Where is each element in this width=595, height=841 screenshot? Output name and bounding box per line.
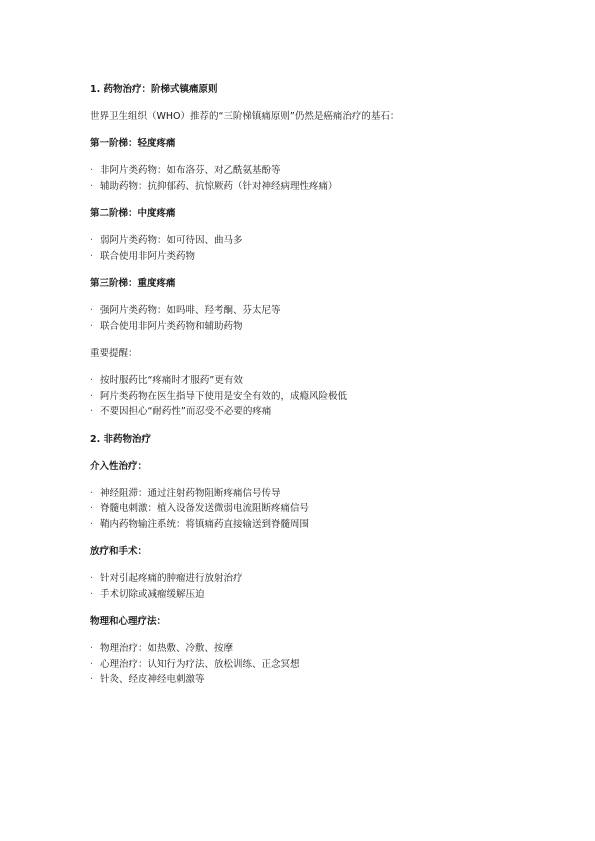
physical-title: 物理和心理疗法： [90, 616, 167, 627]
list-item: · 联合使用非阿片类药物 [90, 249, 560, 265]
list-item: · 阿片类药物在医生指导下使用是安全有效的，成瘾风险极低 [90, 389, 560, 405]
list-item: · 不要因担心“耐药性”而忍受不必要的疼痛 [90, 404, 560, 420]
bullet-icon: · [90, 406, 94, 417]
bullet-icon: · [90, 375, 94, 386]
reminder-title: 重要提醒： [90, 348, 138, 359]
list-item: · 神经阻滞：通过注射药物阻断疼痛信号传导 [90, 486, 560, 502]
interventional-title: 介入性治疗： [90, 460, 148, 472]
bullet-icon: · [90, 250, 94, 262]
step2-title: 第二阶梯：中度疼痛 [90, 208, 176, 219]
bullet-icon: · [90, 235, 94, 246]
bullet-icon: · [90, 643, 94, 654]
step1-list [90, 163, 560, 194]
reminder-list [90, 373, 560, 420]
list-item: · 心理治疗：认知行为疗法、放松训练、正念冥想 [90, 657, 560, 673]
list-item: · 弱阿片类药物：如可待因、曲马多 [90, 233, 560, 249]
bullet-icon: · [90, 487, 94, 499]
list-item: · 鞘内药物输注系统：将镇痛药直接输送到脊髓周围 [90, 517, 560, 533]
radiation-title: 放疗和手术： [90, 546, 148, 557]
step2-list [90, 233, 560, 264]
bullet-icon: · [90, 658, 94, 670]
list-item: · 按时服药比“疼痛时才服药”更有效 [90, 373, 560, 389]
document-page [90, 83, 560, 688]
bullet-icon: · [90, 573, 94, 584]
bullet-icon: · [90, 320, 94, 332]
list-item: · 针灸、经皮神经电刺激等 [90, 672, 560, 688]
list-item: · 强阿片类药物：如吗啡、羟考酮、芬太尼等 [90, 303, 560, 319]
bullet-icon: · [90, 180, 94, 192]
bullet-icon: · [90, 503, 94, 514]
step1-title: 第一阶梯：轻度疼痛 [90, 138, 176, 149]
bullet-icon: · [90, 390, 94, 402]
list-item: · 辅助药物：抗抑郁药、抗惊厥药（针对神经病理性疼痛） [90, 179, 560, 195]
list-item: · 脊髓电刺激：植入设备发送微弱电流阻断疼痛信号 [90, 501, 560, 517]
bullet-icon: · [90, 165, 94, 176]
step3-title: 第三阶梯：重度疼痛 [90, 278, 176, 289]
physical-list [90, 641, 560, 688]
list-item: · 针对引起疼痛的肿瘤进行放射治疗 [90, 571, 560, 587]
bullet-icon: · [90, 518, 94, 530]
section1-heading: 1. 药物治疗：阶梯式镇痛原则 [90, 84, 218, 95]
radiation-list [90, 571, 560, 602]
list-item: · 联合使用非阿片类药物和辅助药物 [90, 319, 560, 335]
bullet-icon: · [90, 588, 94, 600]
list-item: · 手术切除或减瘤缓解压迫 [90, 587, 560, 603]
bullet-icon: · [90, 674, 94, 685]
list-item: · 非阿片类药物：如布洛芬、对乙酰氨基酚等 [90, 163, 560, 179]
interventional-list [90, 486, 560, 533]
list-item: · 物理治疗：如热敷、冷敷、按摩 [90, 641, 560, 657]
section2-heading: 2. 非药物治疗 [90, 433, 152, 445]
step3-list [90, 303, 560, 334]
bullet-icon: · [90, 305, 94, 316]
section1-intro: 世界卫生组织（WHO）推荐的“三阶梯镇痛原则”仍然是癌痛治疗的基石： [90, 111, 400, 122]
